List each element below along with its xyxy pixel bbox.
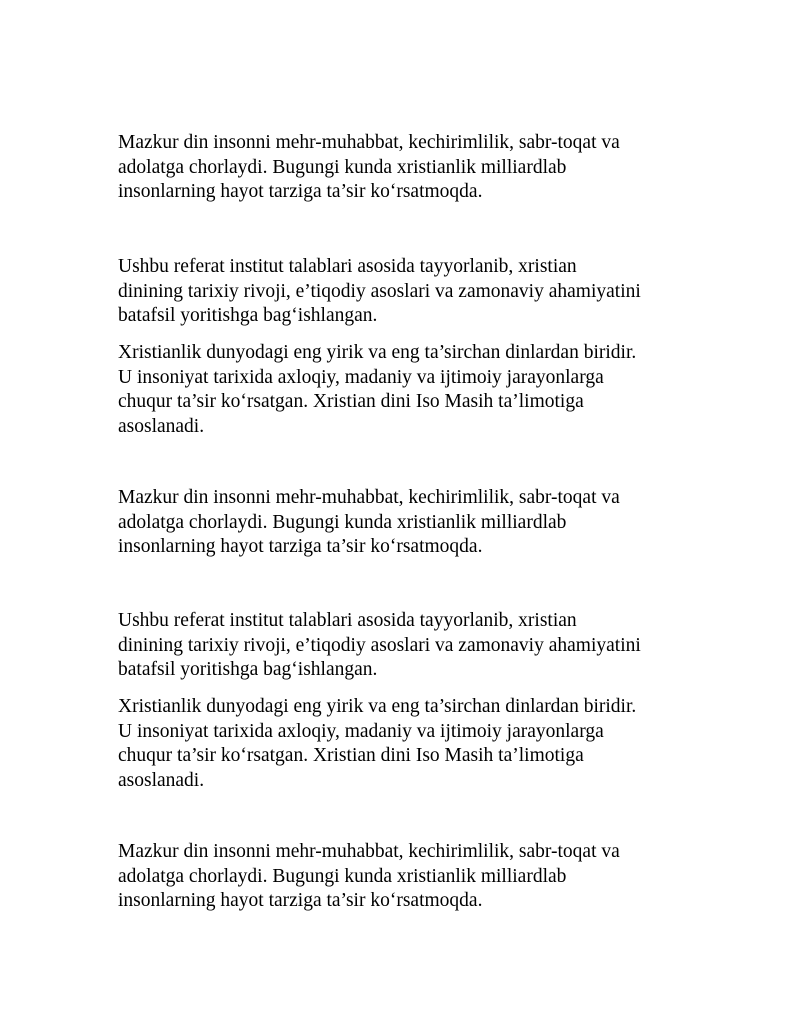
paragraph-line: Xristianlik dunyodagi eng yirik va eng ta’sirchan dinlardan biridir.	[118, 696, 637, 717]
paragraph-2	[118, 255, 698, 329]
paragraph-line: U insoniyat tarixida axloqiy, madaniy va ijtimoiy jarayonlarga	[118, 366, 604, 388]
paragraph-6	[118, 695, 698, 793]
paragraph-line: asoslanadi.	[118, 415, 205, 437]
paragraph-line: insonlarning hayot tarziga ta’sir ko‘rsatmoqda.	[118, 890, 483, 911]
paragraph-line: batafsil yoritishga bag‘ishlangan.	[118, 659, 378, 680]
paragraph-line: insonlarning hayot tarziga ta’sir ko‘rsatmoqda.	[118, 181, 483, 202]
paragraph-line: U insoniyat tarixida axloqiy, madaniy va ijtimoiy jarayonlarga	[118, 720, 604, 742]
paragraph-line: Ushbu referat institut talablari asosida tayyorlanib, xristian	[118, 610, 577, 631]
paragraph-line: Xristianlik dunyodagi eng yirik va eng ta’sirchan dinlardan biridir.	[118, 342, 637, 363]
paragraph-line: dinining tarixiy rivoji, e’tiqodiy asoslari va zamonaviy ahamiyatini	[118, 280, 641, 302]
paragraph-line: dinining tarixiy rivoji, e’tiqodiy asoslari va zamonaviy ahamiyatini	[118, 634, 641, 656]
paragraph-4	[118, 486, 698, 560]
paragraph-line: insonlarning hayot tarziga ta’sir ko‘rsatmoqda.	[118, 536, 483, 557]
paragraph-3	[118, 341, 698, 439]
paragraph-line: chuqur ta’sir ko‘rsatgan. Xristian dini Iso Masih ta’limotiga	[118, 391, 584, 412]
paragraph-line: adolatga chorlaydi. Bugungi kunda xristianlik milliardlab	[118, 511, 567, 533]
paragraph-line: chuqur ta’sir ko‘rsatgan. Xristian dini Iso Masih ta’limotiga	[118, 745, 584, 766]
paragraph-line: batafsil yoritishga bag‘ishlangan.	[118, 305, 378, 326]
paragraph-5	[118, 609, 698, 683]
paragraph-line: Mazkur din insonni mehr-muhabbat, kechirimlilik, sabr-toqat va	[118, 132, 620, 153]
paragraph-1	[118, 131, 698, 205]
paragraph-line: Mazkur din insonni mehr-muhabbat, kechirimlilik, sabr-toqat va	[118, 841, 620, 862]
paragraph-line: Mazkur din insonni mehr-muhabbat, kechirimlilik, sabr-toqat va	[118, 487, 620, 508]
paragraph-7	[118, 840, 698, 914]
paragraph-line: adolatga chorlaydi. Bugungi kunda xristianlik milliardlab	[118, 865, 567, 887]
paragraph-line: asoslanadi.	[118, 769, 205, 791]
paragraph-line: adolatga chorlaydi. Bugungi kunda xristianlik milliardlab	[118, 156, 567, 178]
paragraph-line: Ushbu referat institut talablari asosida tayyorlanib, xristian	[118, 256, 577, 277]
